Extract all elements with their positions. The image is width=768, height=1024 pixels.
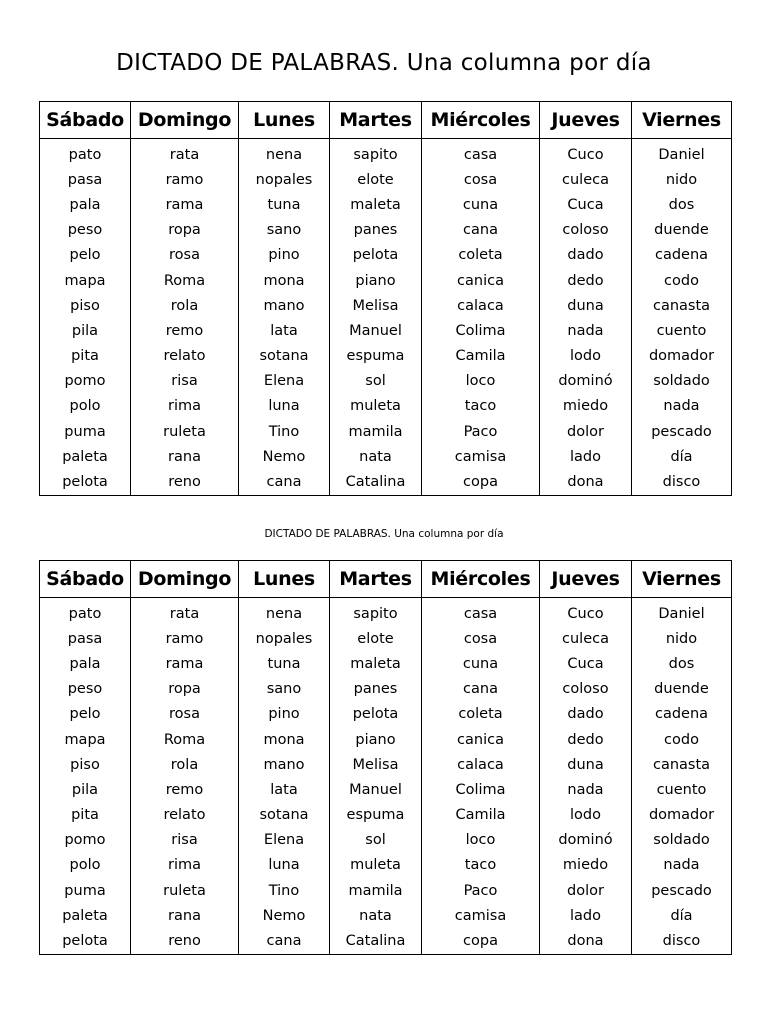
word-cell: muleta [330, 394, 422, 419]
word-cell: pasa [40, 626, 131, 651]
word-cell: calaca [422, 752, 540, 777]
word-cell: lodo [540, 803, 632, 828]
word-cell: sapito [330, 139, 422, 168]
word-cell: nopales [239, 626, 330, 651]
day-header: Jueves [540, 102, 632, 139]
word-cell: espuma [330, 803, 422, 828]
word-cell: casa [422, 598, 540, 627]
word-cell: Paco [422, 878, 540, 903]
word-cell: tuna [239, 192, 330, 217]
word-cell: puma [40, 878, 131, 903]
word-cell: cana [239, 928, 330, 954]
word-cell: elote [330, 626, 422, 651]
word-cell: pino [239, 702, 330, 727]
word-cell: pomo [40, 828, 131, 853]
word-cell: rima [131, 394, 239, 419]
word-cell: sotana [239, 803, 330, 828]
table-row [40, 598, 732, 627]
word-cell: Tino [239, 419, 330, 444]
word-cell: pelota [40, 469, 131, 495]
word-cell: duende [632, 218, 732, 243]
word-cell: maleta [330, 192, 422, 217]
word-cell: duna [540, 293, 632, 318]
word-cell: Nemo [239, 444, 330, 469]
word-cell: piano [330, 268, 422, 293]
word-cell: piano [330, 727, 422, 752]
word-cell: polo [40, 394, 131, 419]
word-cell: día [632, 903, 732, 928]
word-cell: pala [40, 651, 131, 676]
word-cell: sapito [330, 598, 422, 627]
word-cell: pato [40, 139, 131, 168]
word-cell: culeca [540, 626, 632, 651]
word-cell: Elena [239, 369, 330, 394]
word-cell: duende [632, 677, 732, 702]
word-cell: canasta [632, 752, 732, 777]
word-cell: pita [40, 803, 131, 828]
word-cell: dona [540, 928, 632, 954]
word-cell: polo [40, 853, 131, 878]
word-cell: Catalina [330, 928, 422, 954]
word-cell: muleta [330, 853, 422, 878]
word-cell: nena [239, 598, 330, 627]
word-cell: taco [422, 394, 540, 419]
word-cell: mano [239, 293, 330, 318]
table-row [40, 727, 732, 752]
word-cell: rana [131, 903, 239, 928]
word-cell: canica [422, 268, 540, 293]
word-cell: cadena [632, 243, 732, 268]
word-cell: cuento [632, 318, 732, 343]
word-cell: mapa [40, 268, 131, 293]
day-header: Sábado [40, 561, 131, 598]
word-cell: pescado [632, 878, 732, 903]
day-header: Martes [330, 102, 422, 139]
word-cell: cana [422, 218, 540, 243]
word-cell: cosa [422, 626, 540, 651]
table-row [40, 344, 732, 369]
word-cell: rata [131, 139, 239, 168]
table-row [40, 369, 732, 394]
word-cell: rama [131, 651, 239, 676]
table-row [40, 626, 732, 651]
table-row [40, 777, 732, 802]
word-cell: cuna [422, 651, 540, 676]
word-cell: cuento [632, 777, 732, 802]
word-cell: dado [540, 243, 632, 268]
word-cell: rola [131, 752, 239, 777]
dictation-table [39, 101, 732, 496]
page-title-repeat: DICTADO DE PALABRAS. Una columna por día [264, 528, 504, 540]
word-cell: cosa [422, 167, 540, 192]
word-cell: lata [239, 318, 330, 343]
word-cell: lata [239, 777, 330, 802]
word-cell: espuma [330, 344, 422, 369]
word-cell: copa [422, 469, 540, 495]
word-cell: Cuca [540, 651, 632, 676]
table-row [40, 903, 732, 928]
word-cell: Cuco [540, 598, 632, 627]
word-cell: canasta [632, 293, 732, 318]
day-header: Miércoles [422, 102, 540, 139]
word-cell: dominó [540, 828, 632, 853]
word-cell: remo [131, 777, 239, 802]
word-cell: relato [131, 344, 239, 369]
word-cell: lado [540, 903, 632, 928]
word-cell: domador [632, 803, 732, 828]
word-cell: miedo [540, 394, 632, 419]
table-row [40, 677, 732, 702]
word-cell: camisa [422, 444, 540, 469]
table-row [40, 192, 732, 217]
table-row [40, 318, 732, 343]
word-cell: mona [239, 268, 330, 293]
day-header: Miércoles [422, 561, 540, 598]
word-cell: Melisa [330, 752, 422, 777]
word-cell: Melisa [330, 293, 422, 318]
word-cell: mona [239, 727, 330, 752]
day-header: Lunes [239, 102, 330, 139]
table-row [40, 218, 732, 243]
word-cell: dedo [540, 727, 632, 752]
word-cell: nopales [239, 167, 330, 192]
word-cell: cana [239, 469, 330, 495]
word-cell: rosa [131, 243, 239, 268]
word-cell: piso [40, 293, 131, 318]
word-cell: culeca [540, 167, 632, 192]
word-cell: elote [330, 167, 422, 192]
header-row [40, 561, 732, 598]
word-cell: paleta [40, 903, 131, 928]
word-cell: nido [632, 626, 732, 651]
word-cell: Camila [422, 344, 540, 369]
word-cell: Roma [131, 268, 239, 293]
word-cell: pato [40, 598, 131, 627]
word-cell: peso [40, 677, 131, 702]
word-cell: nido [632, 167, 732, 192]
word-cell: ropa [131, 218, 239, 243]
day-header: Martes [330, 561, 422, 598]
word-cell: ruleta [131, 419, 239, 444]
word-cell: dona [540, 469, 632, 495]
word-cell: nada [540, 318, 632, 343]
word-cell: copa [422, 928, 540, 954]
word-cell: paleta [40, 444, 131, 469]
word-cell: dos [632, 651, 732, 676]
day-header: Domingo [131, 102, 239, 139]
word-cell: Camila [422, 803, 540, 828]
day-header: Viernes [632, 102, 732, 139]
word-cell: duna [540, 752, 632, 777]
word-cell: nata [330, 903, 422, 928]
word-cell: codo [632, 727, 732, 752]
word-cell: cana [422, 677, 540, 702]
word-cell: camisa [422, 903, 540, 928]
table-row [40, 702, 732, 727]
word-cell: nada [632, 394, 732, 419]
word-cell: lodo [540, 344, 632, 369]
word-cell: Colima [422, 777, 540, 802]
dictation-table-repeat [39, 560, 732, 955]
word-cell: rama [131, 192, 239, 217]
word-cell: panes [330, 677, 422, 702]
word-cell: pomo [40, 369, 131, 394]
word-cell: puma [40, 419, 131, 444]
word-cell: luna [239, 853, 330, 878]
word-cell: canica [422, 727, 540, 752]
word-cell: Manuel [330, 318, 422, 343]
word-cell: coleta [422, 702, 540, 727]
word-cell: día [632, 444, 732, 469]
word-cell: pasa [40, 167, 131, 192]
word-cell: sol [330, 828, 422, 853]
header-row [40, 102, 732, 139]
word-cell: mamila [330, 878, 422, 903]
word-cell: cadena [632, 702, 732, 727]
word-cell: pita [40, 344, 131, 369]
word-cell: loco [422, 369, 540, 394]
word-cell: dolor [540, 878, 632, 903]
word-cell: rola [131, 293, 239, 318]
word-cell: mamila [330, 419, 422, 444]
word-cell: ramo [131, 167, 239, 192]
word-cell: Roma [131, 727, 239, 752]
word-cell: disco [632, 928, 732, 954]
word-cell: Daniel [632, 139, 732, 168]
table-row [40, 139, 732, 168]
word-cell: reno [131, 928, 239, 954]
table-row [40, 293, 732, 318]
table-row [40, 752, 732, 777]
word-cell: pila [40, 777, 131, 802]
word-cell: dos [632, 192, 732, 217]
word-cell: coloso [540, 677, 632, 702]
word-cell: Catalina [330, 469, 422, 495]
word-cell: remo [131, 318, 239, 343]
word-cell: soldado [632, 828, 732, 853]
word-cell: pelota [40, 928, 131, 954]
word-cell: rima [131, 853, 239, 878]
word-cell: pescado [632, 419, 732, 444]
word-cell: dominó [540, 369, 632, 394]
word-cell: risa [131, 369, 239, 394]
table-row [40, 651, 732, 676]
word-cell: mapa [40, 727, 131, 752]
table-row [40, 469, 732, 495]
word-cell: loco [422, 828, 540, 853]
word-cell: coloso [540, 218, 632, 243]
word-cell: Cuca [540, 192, 632, 217]
word-cell: pelota [330, 702, 422, 727]
word-cell: sol [330, 369, 422, 394]
word-cell: ruleta [131, 878, 239, 903]
word-cell: domador [632, 344, 732, 369]
table-row [40, 828, 732, 853]
word-cell: dolor [540, 419, 632, 444]
word-cell: nada [540, 777, 632, 802]
word-cell: soldado [632, 369, 732, 394]
word-cell: pelo [40, 243, 131, 268]
word-cell: pelo [40, 702, 131, 727]
word-cell: disco [632, 469, 732, 495]
word-cell: nata [330, 444, 422, 469]
day-header: Jueves [540, 561, 632, 598]
word-cell: rosa [131, 702, 239, 727]
word-cell: lado [540, 444, 632, 469]
word-cell: tuna [239, 651, 330, 676]
word-cell: peso [40, 218, 131, 243]
word-cell: Cuco [540, 139, 632, 168]
word-cell: cuna [422, 192, 540, 217]
table-row [40, 444, 732, 469]
word-cell: ropa [131, 677, 239, 702]
word-cell: Elena [239, 828, 330, 853]
day-header: Lunes [239, 561, 330, 598]
word-cell: Colima [422, 318, 540, 343]
word-cell: mano [239, 752, 330, 777]
table-row [40, 394, 732, 419]
table-row [40, 419, 732, 444]
word-cell: pala [40, 192, 131, 217]
word-cell: panes [330, 218, 422, 243]
day-header: Domingo [131, 561, 239, 598]
word-cell: dedo [540, 268, 632, 293]
word-cell: miedo [540, 853, 632, 878]
word-cell: pelota [330, 243, 422, 268]
word-cell: nada [632, 853, 732, 878]
word-cell: reno [131, 469, 239, 495]
word-cell: Manuel [330, 777, 422, 802]
word-cell: casa [422, 139, 540, 168]
word-cell: coleta [422, 243, 540, 268]
table-row [40, 243, 732, 268]
word-cell: sano [239, 677, 330, 702]
table-row [40, 878, 732, 903]
word-cell: rana [131, 444, 239, 469]
word-cell: rata [131, 598, 239, 627]
word-cell: codo [632, 268, 732, 293]
word-cell: sano [239, 218, 330, 243]
word-cell: Tino [239, 878, 330, 903]
page-title: DICTADO DE PALABRAS. Una columna por día [116, 50, 652, 76]
word-cell: piso [40, 752, 131, 777]
word-cell: pila [40, 318, 131, 343]
table-row [40, 853, 732, 878]
word-cell: calaca [422, 293, 540, 318]
word-cell: maleta [330, 651, 422, 676]
table-row [40, 928, 732, 954]
word-cell: relato [131, 803, 239, 828]
word-cell: luna [239, 394, 330, 419]
table-row [40, 268, 732, 293]
word-cell: pino [239, 243, 330, 268]
word-cell: Paco [422, 419, 540, 444]
word-cell: nena [239, 139, 330, 168]
day-header: Sábado [40, 102, 131, 139]
table-row [40, 167, 732, 192]
word-cell: taco [422, 853, 540, 878]
word-cell: dado [540, 702, 632, 727]
word-cell: Daniel [632, 598, 732, 627]
table-row [40, 803, 732, 828]
day-header: Viernes [632, 561, 732, 598]
word-cell: sotana [239, 344, 330, 369]
word-cell: ramo [131, 626, 239, 651]
word-cell: Nemo [239, 903, 330, 928]
word-cell: risa [131, 828, 239, 853]
